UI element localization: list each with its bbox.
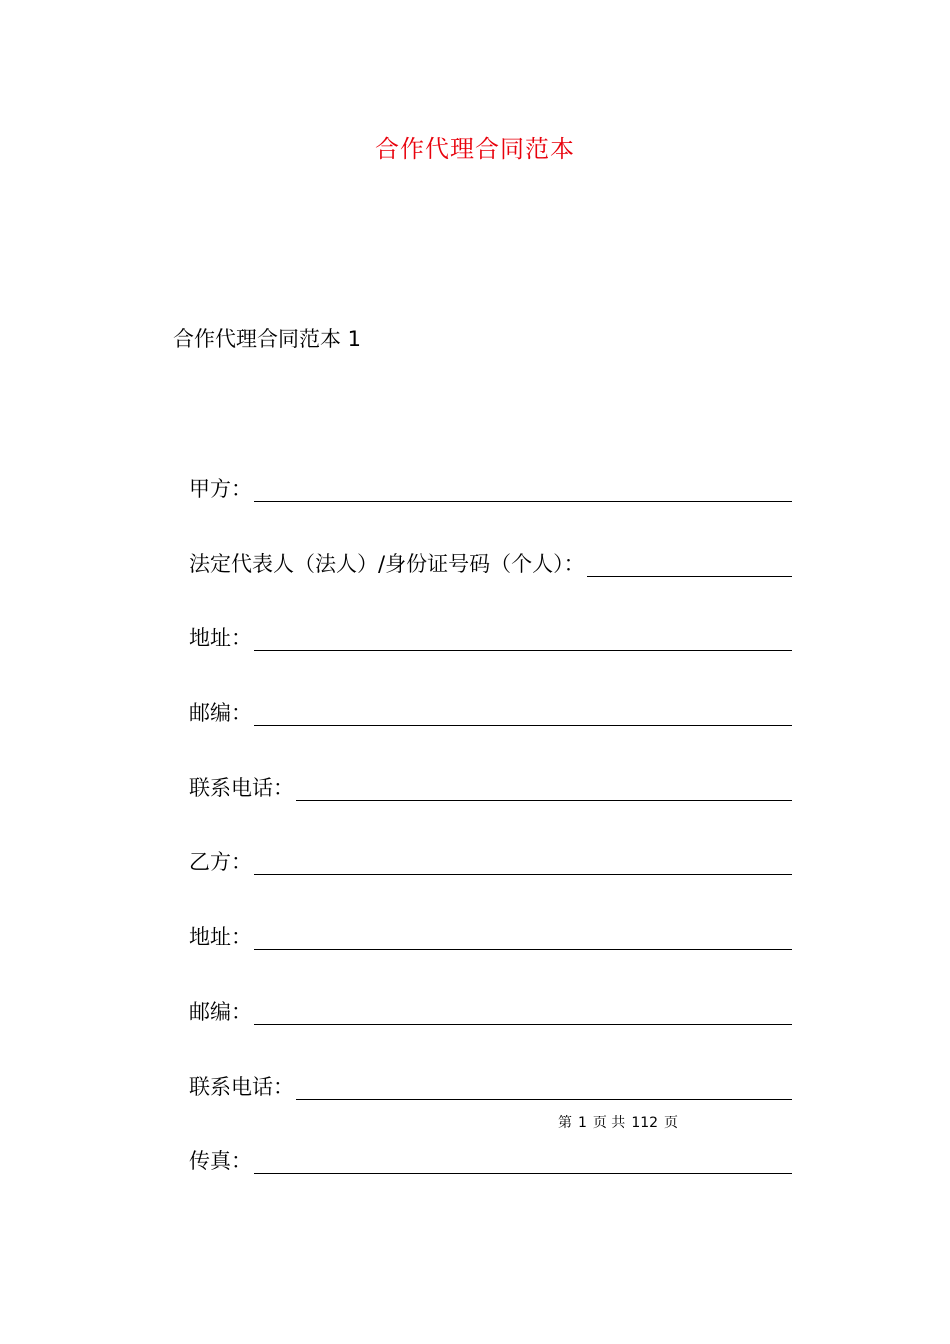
field-legal-representative (189, 545, 792, 579)
footer-total-pages: 112 (631, 1115, 659, 1131)
footer-suffix: 页 (664, 1115, 679, 1131)
field-party-a-postcode (189, 694, 792, 728)
field-party-a (189, 470, 792, 504)
field-party-a-address (189, 619, 792, 653)
field-label: 法定代表人（法人）/身份证号码（个人）： (189, 552, 585, 576)
field-label: 邮编： (189, 1000, 252, 1024)
page-number-footer (0, 1113, 950, 1133)
footer-current-page: 1 (577, 1115, 587, 1131)
fill-in-blank (254, 650, 792, 651)
fill-in-blank (254, 1024, 792, 1025)
field-party-b-phone (189, 1068, 792, 1102)
field-party-a-phone (189, 769, 792, 803)
fill-in-blank (254, 874, 792, 875)
field-party-b (189, 843, 792, 877)
field-label: 邮编： (189, 701, 252, 725)
footer-middle: 页 共 (592, 1115, 626, 1131)
field-label: 联系电话： (189, 1075, 294, 1099)
fill-in-blank (254, 949, 792, 950)
field-label: 甲方： (189, 477, 252, 501)
field-label: 乙方： (189, 850, 252, 874)
fill-in-blank (296, 800, 792, 801)
fill-in-blank (254, 1173, 792, 1174)
field-party-b-postcode (189, 993, 792, 1027)
document-title: 合作代理合同范本 (375, 135, 575, 163)
field-label: 联系电话： (189, 776, 294, 800)
field-party-b-address (189, 918, 792, 952)
fill-in-blank (254, 501, 792, 502)
field-party-b-fax (189, 1142, 792, 1176)
section-heading: 合作代理合同范本 1 (173, 327, 362, 351)
field-label: 传真： (189, 1149, 252, 1173)
fill-in-blank (296, 1099, 792, 1100)
footer-prefix: 第 (557, 1115, 572, 1131)
fill-in-blank (587, 576, 792, 577)
field-label: 地址： (189, 626, 252, 650)
field-label: 地址： (189, 925, 252, 949)
fill-in-blank (254, 725, 792, 726)
